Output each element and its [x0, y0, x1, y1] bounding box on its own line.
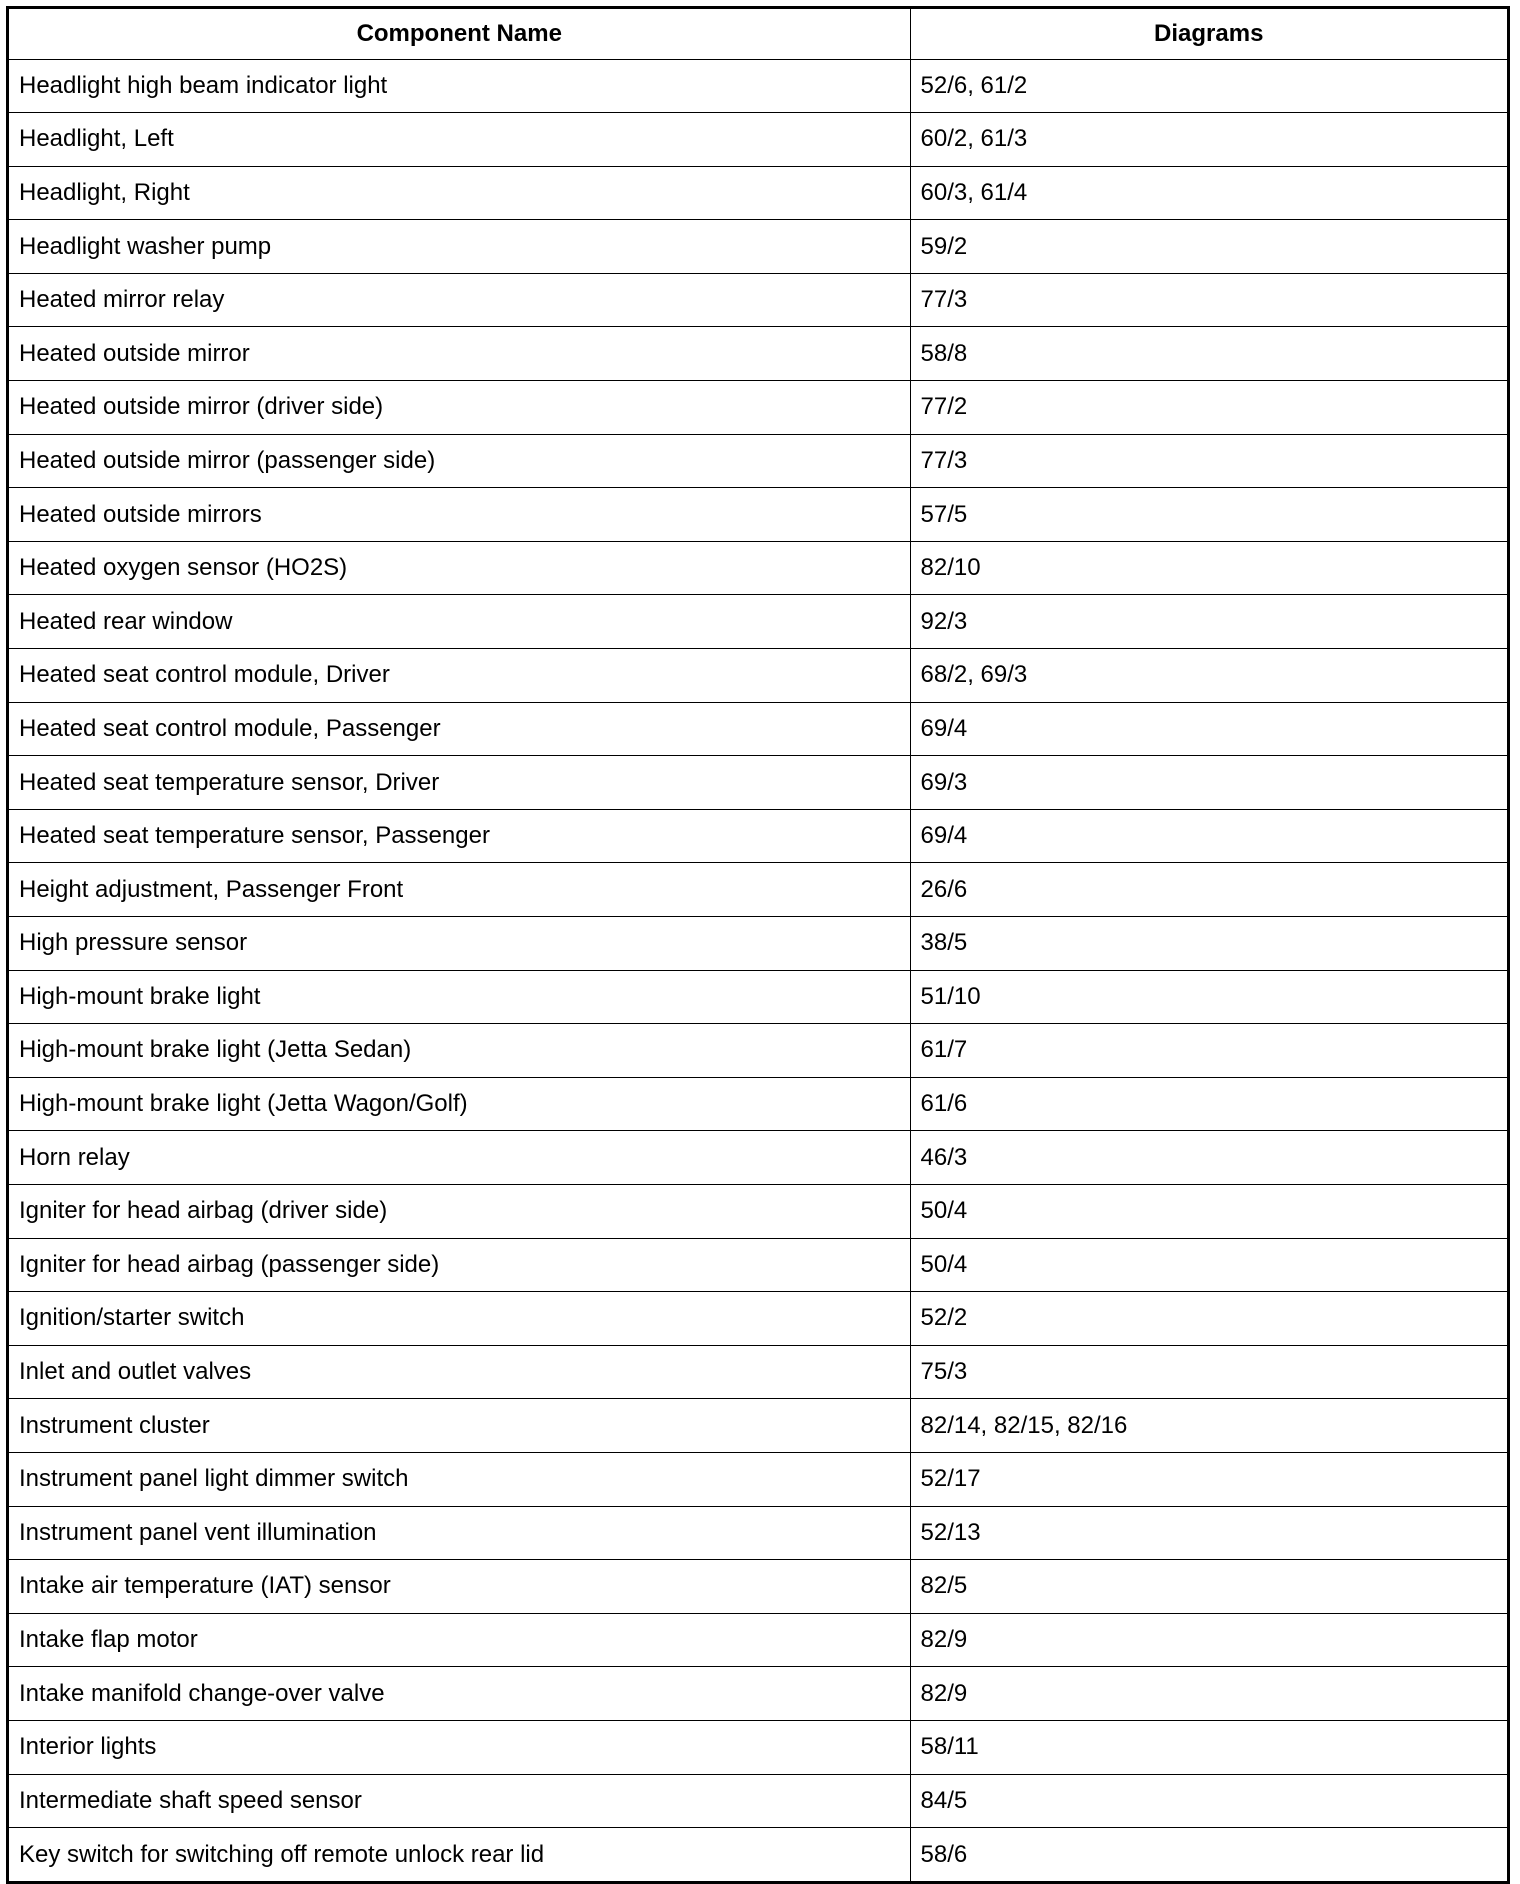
header-component-name: Component Name — [9, 9, 910, 59]
diagrams-cell: 50/4 — [910, 1184, 1507, 1238]
table-row — [9, 1345, 1507, 1399]
diagrams-cell: 58/8 — [910, 327, 1507, 381]
table-row — [9, 1292, 1507, 1346]
component-name-cell: Instrument panel vent illumination — [9, 1506, 910, 1560]
component-name-cell: Instrument cluster — [9, 1399, 910, 1453]
component-name-cell: Heated outside mirror (driver side) — [9, 381, 910, 435]
table-row — [9, 595, 1507, 649]
table-row — [9, 1184, 1507, 1238]
table-row — [9, 273, 1507, 327]
table-row — [9, 1613, 1507, 1667]
component-name-cell: Horn relay — [9, 1131, 910, 1185]
table-row — [9, 1667, 1507, 1721]
diagrams-cell: 59/2 — [910, 220, 1507, 274]
diagrams-cell: 77/3 — [910, 434, 1507, 488]
table-row — [9, 1238, 1507, 1292]
component-name-cell: Instrument panel light dimmer switch — [9, 1452, 910, 1506]
component-name-cell: Key switch for switching off remote unlock rear lid — [9, 1828, 910, 1882]
diagrams-cell: 82/9 — [910, 1613, 1507, 1667]
table-row — [9, 1774, 1507, 1828]
diagrams-cell: 82/9 — [910, 1667, 1507, 1721]
table-row — [9, 649, 1507, 703]
table-row — [9, 434, 1507, 488]
component-name-cell: Intake manifold change-over valve — [9, 1667, 910, 1721]
diagrams-cell: 46/3 — [910, 1131, 1507, 1185]
table-row — [9, 1560, 1507, 1614]
component-name-cell: Heated outside mirrors — [9, 488, 910, 542]
component-name-cell: Interior lights — [9, 1720, 910, 1774]
component-name-cell: Intake flap motor — [9, 1613, 910, 1667]
diagrams-cell: 51/10 — [910, 970, 1507, 1024]
component-diagram-table — [9, 9, 1507, 1881]
component-name-cell: Heated outside mirror (passenger side) — [9, 434, 910, 488]
diagrams-cell: 50/4 — [910, 1238, 1507, 1292]
diagrams-cell: 84/5 — [910, 1774, 1507, 1828]
diagrams-cell: 68/2, 69/3 — [910, 649, 1507, 703]
component-name-cell: Intermediate shaft speed sensor — [9, 1774, 910, 1828]
diagrams-cell: 69/4 — [910, 702, 1507, 756]
table-row — [9, 1399, 1507, 1453]
component-name-cell: Headlight washer pump — [9, 220, 910, 274]
component-name-cell: High pressure sensor — [9, 917, 910, 971]
component-name-cell: Heated seat control module, Passenger — [9, 702, 910, 756]
component-name-cell: Heated mirror relay — [9, 273, 910, 327]
header-diagrams: Diagrams — [910, 9, 1507, 59]
diagrams-cell: 82/5 — [910, 1560, 1507, 1614]
table-row — [9, 220, 1507, 274]
table-row — [9, 809, 1507, 863]
table-row — [9, 488, 1507, 542]
diagrams-cell: 77/3 — [910, 273, 1507, 327]
diagrams-cell: 52/17 — [910, 1452, 1507, 1506]
table-row — [9, 381, 1507, 435]
table-row — [9, 970, 1507, 1024]
component-name-cell: Igniter for head airbag (passenger side) — [9, 1238, 910, 1292]
component-name-cell: High-mount brake light (Jetta Sedan) — [9, 1024, 910, 1078]
component-name-cell: Heated oxygen sensor (HO2S) — [9, 541, 910, 595]
diagrams-cell: 60/3, 61/4 — [910, 166, 1507, 220]
table-row — [9, 863, 1507, 917]
component-name-cell: Headlight high beam indicator light — [9, 59, 910, 113]
table-row — [9, 702, 1507, 756]
diagrams-cell: 60/2, 61/3 — [910, 113, 1507, 167]
table-row — [9, 917, 1507, 971]
component-name-cell: Inlet and outlet valves — [9, 1345, 910, 1399]
diagrams-cell: 52/13 — [910, 1506, 1507, 1560]
table-row — [9, 1131, 1507, 1185]
diagrams-cell: 77/2 — [910, 381, 1507, 435]
component-name-cell: Intake air temperature (IAT) sensor — [9, 1560, 910, 1614]
component-name-cell: Igniter for head airbag (driver side) — [9, 1184, 910, 1238]
table-row — [9, 1077, 1507, 1131]
diagrams-cell: 82/14, 82/15, 82/16 — [910, 1399, 1507, 1453]
component-name-cell: Heated seat control module, Driver — [9, 649, 910, 703]
table-row — [9, 1452, 1507, 1506]
component-name-cell: Height adjustment, Passenger Front — [9, 863, 910, 917]
component-name-cell: Heated seat temperature sensor, Passenger — [9, 809, 910, 863]
table-row — [9, 327, 1507, 381]
table-header-row — [9, 9, 1507, 59]
table-row — [9, 1024, 1507, 1078]
diagrams-cell: 38/5 — [910, 917, 1507, 971]
diagrams-cell: 26/6 — [910, 863, 1507, 917]
component-name-cell: Ignition/starter switch — [9, 1292, 910, 1346]
component-name-cell: High-mount brake light (Jetta Wagon/Golf) — [9, 1077, 910, 1131]
table-row — [9, 113, 1507, 167]
diagrams-cell: 82/10 — [910, 541, 1507, 595]
component-name-cell: Heated rear window — [9, 595, 910, 649]
table-row — [9, 1506, 1507, 1560]
table-body — [9, 59, 1507, 1881]
diagrams-cell: 61/7 — [910, 1024, 1507, 1078]
diagrams-cell: 58/11 — [910, 1720, 1507, 1774]
diagrams-cell: 92/3 — [910, 595, 1507, 649]
table-row — [9, 59, 1507, 113]
component-table-frame — [6, 6, 1510, 1884]
component-name-cell: Headlight, Right — [9, 166, 910, 220]
diagrams-cell: 69/4 — [910, 809, 1507, 863]
diagrams-cell: 52/6, 61/2 — [910, 59, 1507, 113]
component-name-cell: Heated outside mirror — [9, 327, 910, 381]
table-row — [9, 1720, 1507, 1774]
diagrams-cell: 58/6 — [910, 1828, 1507, 1882]
diagrams-cell: 75/3 — [910, 1345, 1507, 1399]
diagrams-cell: 57/5 — [910, 488, 1507, 542]
component-name-cell: Heated seat temperature sensor, Driver — [9, 756, 910, 810]
component-name-cell: High-mount brake light — [9, 970, 910, 1024]
table-row — [9, 166, 1507, 220]
diagrams-cell: 61/6 — [910, 1077, 1507, 1131]
component-name-cell: Headlight, Left — [9, 113, 910, 167]
table-row — [9, 1828, 1507, 1882]
table-row — [9, 541, 1507, 595]
diagrams-cell: 52/2 — [910, 1292, 1507, 1346]
diagrams-cell: 69/3 — [910, 756, 1507, 810]
table-row — [9, 756, 1507, 810]
